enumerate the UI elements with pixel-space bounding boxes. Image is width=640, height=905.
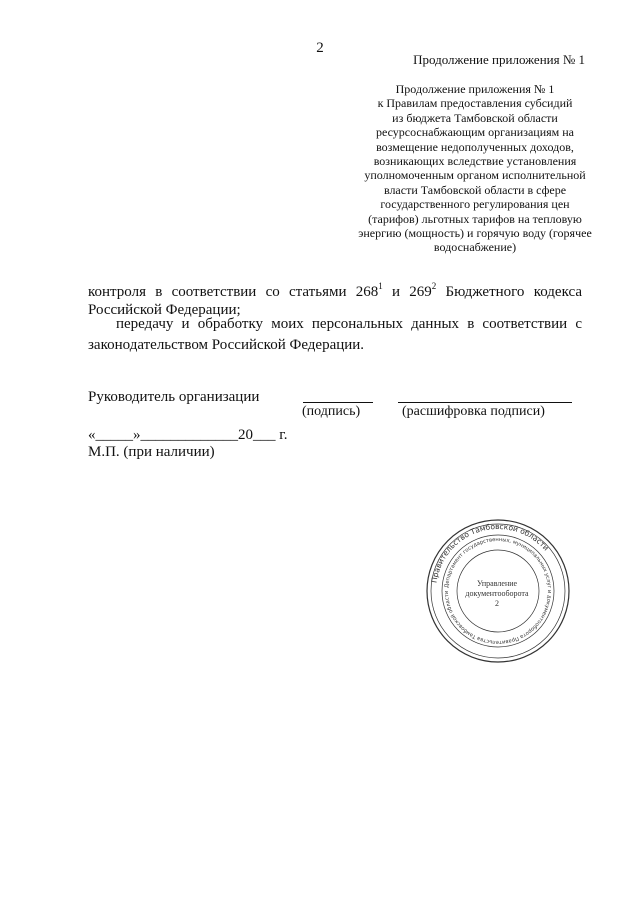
- paragraph-1-line-2: Российской Федерации;: [88, 302, 241, 318]
- appendix-header-line: уполномоченным органом исполнительной: [364, 168, 586, 183]
- signature-decoding-caption: (расшифровка подписи): [402, 404, 545, 419]
- paragraph-2-line-2: законодательством Российской Федерации.: [88, 337, 365, 353]
- appendix-header-line: возмещение недополученных доходов,: [376, 139, 574, 154]
- superscript-2: 2: [431, 281, 437, 291]
- signature-decoding-line: [398, 402, 572, 403]
- stamp-middle-text: Департамент государственных, муниципальных услуг и документооборота Правительства Тамбовской области: [443, 536, 553, 646]
- stamp-inner-label: [460, 579, 534, 609]
- stamp-inner-line-2: документооборота: [465, 589, 529, 598]
- appendix-header-line: Продолжение приложения № 1: [395, 82, 555, 96]
- continuation-label: Продолжение приложения № 1: [413, 52, 585, 67]
- paragraph-1-text-b: и 269: [382, 284, 432, 300]
- stamp-outer-text: Правительство Тамбовской области: [429, 521, 551, 584]
- superscript-1: 1: [378, 281, 383, 291]
- appendix-header-line: возникающих вследствие установления: [373, 154, 577, 169]
- appendix-header-line: к Правилам предоставления субсидий: [377, 96, 573, 111]
- signature-line: [303, 402, 373, 403]
- signature-caption: (подпись): [302, 404, 361, 419]
- appendix-header-line: водоснабжение): [433, 240, 517, 255]
- paragraph-1-text-a: контроля в соответствии со статьями 268: [88, 284, 379, 300]
- appendix-header-line: власти Тамбовской области в сфере: [383, 182, 567, 197]
- stamp-inner-line-1: Управление: [476, 579, 518, 588]
- signature-label: Руководитель организации: [88, 389, 260, 405]
- stamp-inner-number: 2: [495, 599, 499, 608]
- page-number: 2: [316, 40, 324, 56]
- appendix-header: [330, 82, 620, 255]
- appendix-header-line: ресурсоснабжающим организациям на: [376, 125, 574, 140]
- paragraph-1-text-c: Бюджетного кодекса: [436, 284, 582, 300]
- date-line: «_____»_____________20___ г.: [88, 427, 288, 443]
- appendix-header-line: государственного регулирования цен: [380, 197, 570, 212]
- appendix-header-line: энергию (мощность) и горячую воду (горячее: [358, 226, 592, 241]
- paragraph-2-line-1: передачу и обработку моих персональных данных в соответствии с: [116, 316, 582, 332]
- appendix-header-line: из бюджета Тамбовской области: [392, 110, 558, 125]
- appendix-header-line: (тарифов) льготных тарифов на тепловую: [368, 211, 582, 226]
- stamp-note: М.П. (при наличии): [88, 444, 215, 460]
